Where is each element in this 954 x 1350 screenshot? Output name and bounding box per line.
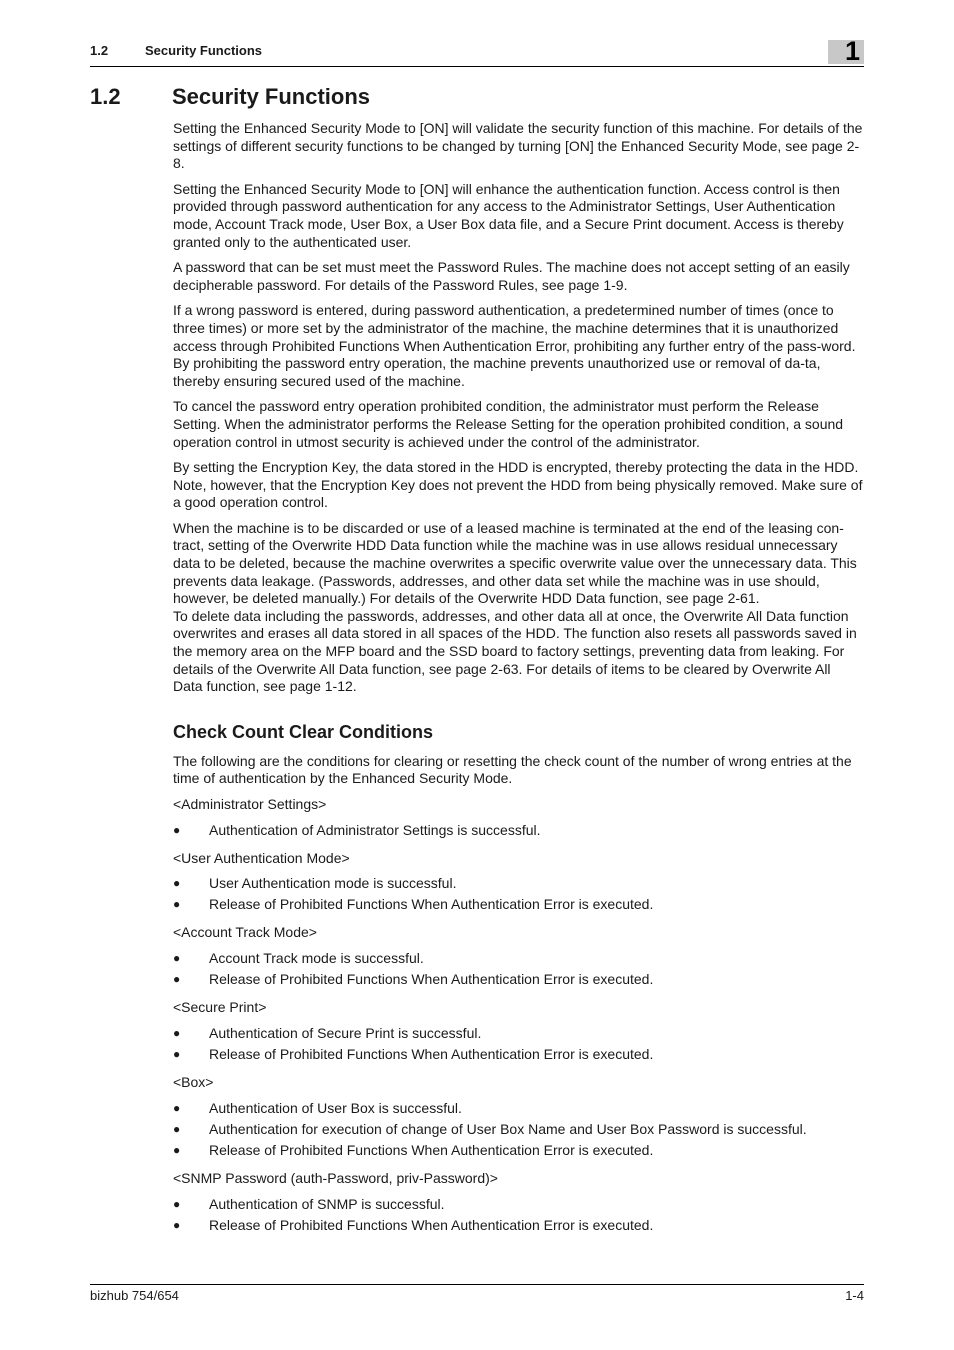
bullet-icon: ●	[173, 1025, 181, 1040]
list-item: ● Release of Prohibited Functions When Authentication Error is executed.	[173, 896, 654, 913]
bullet-icon: ●	[173, 972, 181, 987]
list-item: ● Release of Prohibited Functions When Authentication Error is executed.	[173, 1216, 654, 1233]
paragraph: When the machine is to be discarded or use of a leased machine is terminated at the end of the leasing con-tract, setting of the Overwrite HDD Data function while the machine was in use allows residual unnecessary data to be deleted, because the machine overwrites a specific overwrite value over the unnecessary data. This prevents data leakage. (Passwords, addresses, and other data set while the machine was in use should, however, be deleted manually.) For details of the Overwrite HDD Data function, see page 2-61.	[173, 519, 857, 607]
bullet-icon: ●	[173, 1142, 181, 1157]
bullet-icon: ●	[173, 1046, 181, 1061]
paragraph: If a wrong password is entered, during password authentication, a predetermined number of times (once to three times) or more set by the administrator of the machine, the machine determines that it is unauthorized access through Prohibited Functions When Authentication Error, prohibiting any further entry of the pass-word. By prohibiting the password entry operation, the machine prevents unauthorized use or removal of da-ta, thereby ensuring secured used of the machine.	[173, 302, 856, 389]
group-label: <Box>	[173, 1074, 214, 1091]
list-item: ● Release of Prohibited Functions When Authentication Error is executed.	[173, 1045, 654, 1062]
bullet-list	[173, 1100, 863, 1160]
group-label: <Secure Print>	[173, 999, 267, 1016]
condition-group	[173, 1067, 863, 1159]
list-item: ● Release of Prohibited Functions When Authentication Error is executed.	[173, 971, 654, 988]
chapter-number: 1	[844, 36, 860, 66]
list-item: ● Authentication for execution of change of User Box Name and User Box Password is successful.	[173, 1120, 807, 1137]
paragraph: By setting the Encryption Key, the data stored in the HDD is encrypted, thereby protecting the data in the HDD. Note, however, that the Encryption Key does not prevent the HDD from being physically removed. Make sure of a good operation control.	[173, 459, 863, 511]
bullet-icon: ●	[173, 1217, 181, 1232]
bullet-list	[173, 822, 863, 840]
footer-page-number: 1-4	[845, 1288, 864, 1303]
header-section-number: 1.2	[90, 43, 109, 58]
bullet-icon: ●	[173, 876, 181, 891]
list-item: ● User Authentication mode is successful.	[173, 875, 457, 892]
paragraph: Setting the Enhanced Security Mode to [ON] will enhance the authentication function. Access control is then provided through password authentication for any access to the Administrator Settings, User Authentication mode, Account Track mode, User Box, a User Box data file, and a Secure Print document. Access is thereby granted only to the authenticated user.	[173, 180, 844, 250]
bullet-icon: ●	[173, 1121, 181, 1136]
heading-number: 1.2	[90, 84, 121, 109]
page-title	[90, 84, 370, 110]
page-footer	[90, 1284, 864, 1303]
header-section-title: Security Functions	[145, 43, 263, 58]
group-label: <User Authentication Mode>	[173, 849, 350, 866]
list-item: ● Authentication of Secure Print is successful.	[173, 1024, 482, 1041]
heading-title: Security Functions	[172, 84, 371, 109]
list-item: ● Account Track mode is successful.	[173, 950, 424, 967]
bullet-list	[173, 1025, 863, 1064]
condition-group	[173, 1163, 863, 1234]
bullet-icon: ●	[173, 897, 181, 912]
bullet-icon: ●	[173, 1100, 181, 1115]
list-item: ● Authentication of User Box is successful.	[173, 1099, 462, 1116]
list-item: ● Authentication of Administrator Settings is successful.	[173, 821, 541, 838]
main-content	[173, 120, 863, 1238]
condition-group	[173, 843, 863, 914]
bullet-list	[173, 950, 863, 989]
chapter-tab	[828, 36, 864, 66]
group-label: <SNMP Password (auth-Password, priv-Password)>	[173, 1169, 498, 1186]
subsection-intro: The following are the conditions for clearing or resetting the check count of the number of wrong entries at the time of authentication by the Enhanced Security Mode.	[173, 752, 852, 787]
paragraph: To delete data including the passwords, addresses, and other data all at once, the Overwrite All Data function overwrites and erases all data stored in all spaces of the HDD. The function also resets all passwords saved in the memory area on the MFP board and the SSD board to factory settings, preventing data from leaking. For details of the Overwrite All Data function, see page 2-63. For details of items to be cleared by Overwrite All Data function, see page 1-12.	[173, 607, 857, 695]
bullet-icon: ●	[173, 1196, 181, 1211]
subsection-title: Check Count Clear Conditions	[173, 721, 434, 742]
paragraph: A password that can be set must meet the Password Rules. The machine does not accept setting of an easily decipherable password. For details of the Password Rules, see page 1-9.	[173, 259, 850, 293]
group-label: <Account Track Mode>	[173, 924, 317, 941]
bullet-icon: ●	[173, 951, 181, 966]
list-item: ● Authentication of SNMP is successful.	[173, 1195, 445, 1212]
page-header	[90, 38, 864, 67]
condition-group	[173, 796, 863, 839]
paragraph: Setting the Enhanced Security Mode to [ON] will validate the security function of this machine. For details of the settings of different security functions to be changed by turning [ON] the Enhanced Security Mode, see page 2-8.	[173, 120, 863, 172]
list-item: ● Release of Prohibited Functions When Authentication Error is executed.	[173, 1141, 654, 1158]
footer-model: bizhub 754/654	[90, 1288, 179, 1303]
bullet-list	[173, 1196, 863, 1235]
group-label: <Administrator Settings>	[173, 796, 327, 812]
condition-group	[173, 917, 863, 988]
bullet-list	[173, 875, 863, 914]
bullet-icon: ●	[173, 822, 181, 837]
condition-group	[173, 992, 863, 1063]
paragraph: To cancel the password entry operation prohibited condition, the administrator must perform the Release Setting. When the administrator performs the Release Setting for the operation prohibited condition, a sound operation control in utmost security is achieved under the control of the administrator.	[173, 398, 844, 450]
